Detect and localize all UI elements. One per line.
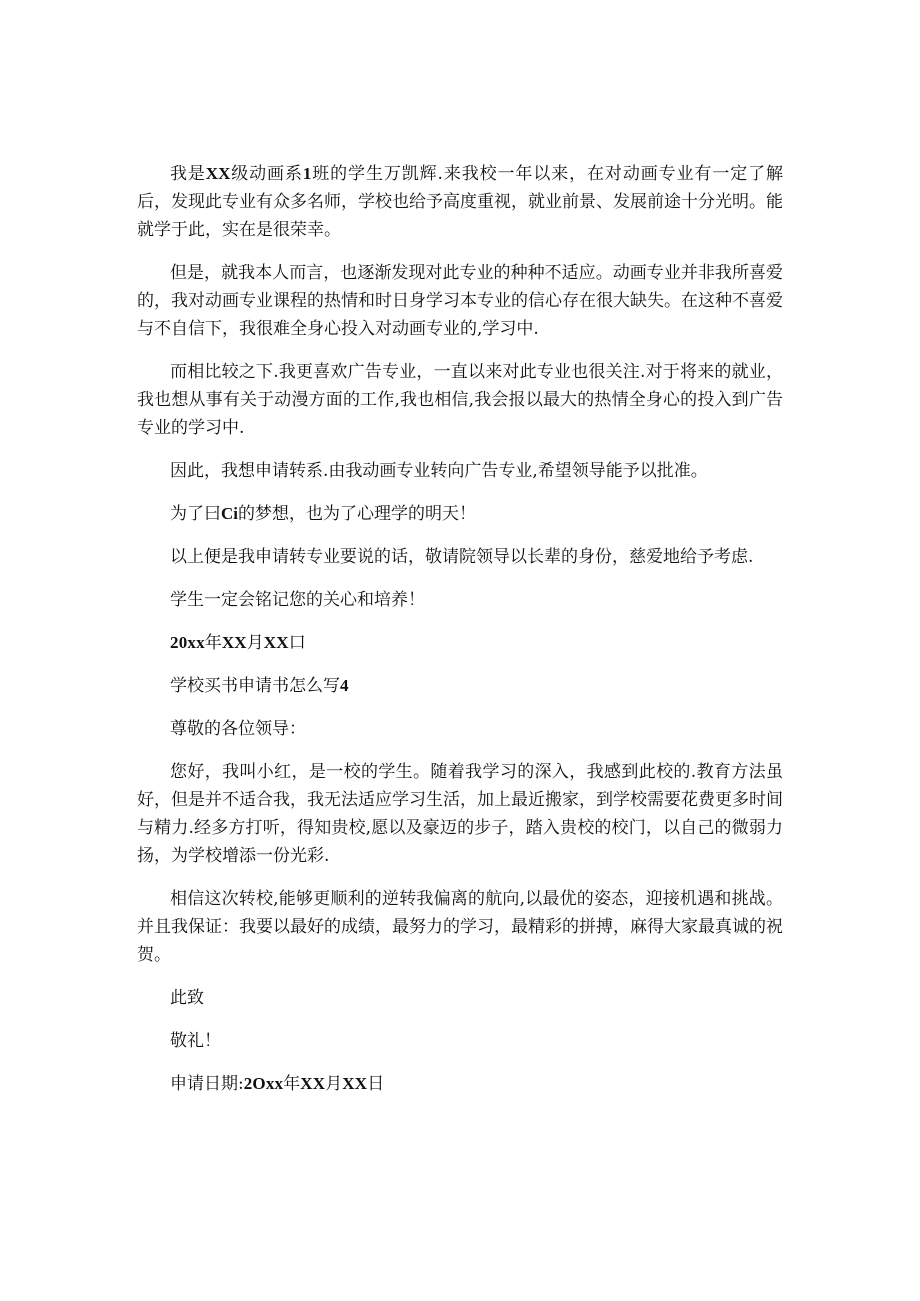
application-date [137,1070,783,1098]
date-unit: 月 [246,633,264,653]
text-run: 以上便是我申请转专业要说的话，敬请院领导以长辈的身份，慈爱地给予考虑. [170,547,754,567]
text-run: 学生一定会铭记您的关心和培养！ [170,590,425,610]
date-day: XX [263,633,289,652]
text-run: 敬礼！ [170,1031,221,1051]
date-unit: 口 [288,633,306,653]
paragraph-comparison [137,358,783,442]
paragraph-gratitude [137,586,783,614]
paragraph-intro [137,160,783,244]
date-unit: 年 [204,633,222,653]
text-run: 的梦想，也为了心理学的明天！ [238,504,476,524]
text-run: 我是 [170,164,206,184]
heading-number: 4 [340,676,349,695]
date-unit: 日 [367,1074,385,1094]
section-heading [137,672,783,700]
paragraph-request [137,457,783,485]
text-run: 但是，就我本人而言，也逐渐发现对此专业的种种不适应。动画专业并非我所喜爱的，我对动画专业课程的热情和时日身学习本专业的信心存在很大缺失。在这种不喜爱与不自信下，我很难全身心投入对动画专业的,学习中. [137,263,783,339]
text-run: 因此，我想申请转系.由我动画专业转向广告专业,希望领导能予以批准。 [170,461,708,481]
text-run: 为了曰 [170,504,221,524]
paragraph-transfer-intro [137,758,783,870]
paragraph-pledge [137,885,783,969]
date-line [137,629,783,657]
text-run: 相信这次转校,能够更顺利的逆转我偏离的航向,以最优的姿态，迎接机遇和挑战。并且我保证：我要以最好的成绩，最努力的学习，最精彩的拼搏，麻得大家最真诚的祝贺。 [137,889,783,965]
date-year: 2Oxx [243,1074,284,1093]
date-day: XX [342,1074,368,1093]
text-run: 此致 [170,988,204,1008]
date-unit: 年 [283,1074,301,1094]
date-month: XX [300,1074,326,1093]
text-run: 而相比较之下.我更喜欢广告专业，一直以来对此专业也很关注.对于将来的就业，我也想从事有关于动漫方面的工作,我也相信,我会报以最大的热情全身心的投入到广告专业的学习中. [137,362,783,438]
closing-jingli [137,1027,783,1055]
closing-zhici [137,984,783,1012]
salutation [137,715,783,743]
date-year: 20xx [170,633,205,652]
date-unit: 月 [325,1074,343,1094]
text-run: 您好，我叫小红，是一校的学生。随着我学习的深入，我感到此校的.教育方法虽好，但是并不适合我，我无法适应学习生活，加上最近搬家，到学校需要花费更多时间与精力.经多方打听，得知贵校,愿以及豪迈的步子，踏入贵校的校门，以自己的微弱力扬，为学校增添一份光彩. [137,762,783,866]
date-label: 申请日期: [170,1074,244,1094]
text-run: 级动画系 [230,164,303,184]
paragraph-reason [137,259,783,343]
text-run: 尊敬的各位领导： [170,719,306,739]
paragraph-closing-remark [137,543,783,571]
paragraph-dream [137,500,783,528]
date-month: XX [221,633,247,652]
text-run: 班的学生万凯辉.来我校一年以来，在对动画专业有一定了解后，发现此专业有众多名师，学校也给予高度重视，就业前景、发展前途十分光明。能就学于此，实在是很荣幸。 [137,164,784,240]
text-run-bold: XX [205,164,231,183]
text-run-bold: Ci [221,504,238,523]
document-body [137,160,783,1113]
heading-text: 学校买书申请书怎么写 [170,676,340,696]
text-run-bold: 1 [302,164,312,183]
